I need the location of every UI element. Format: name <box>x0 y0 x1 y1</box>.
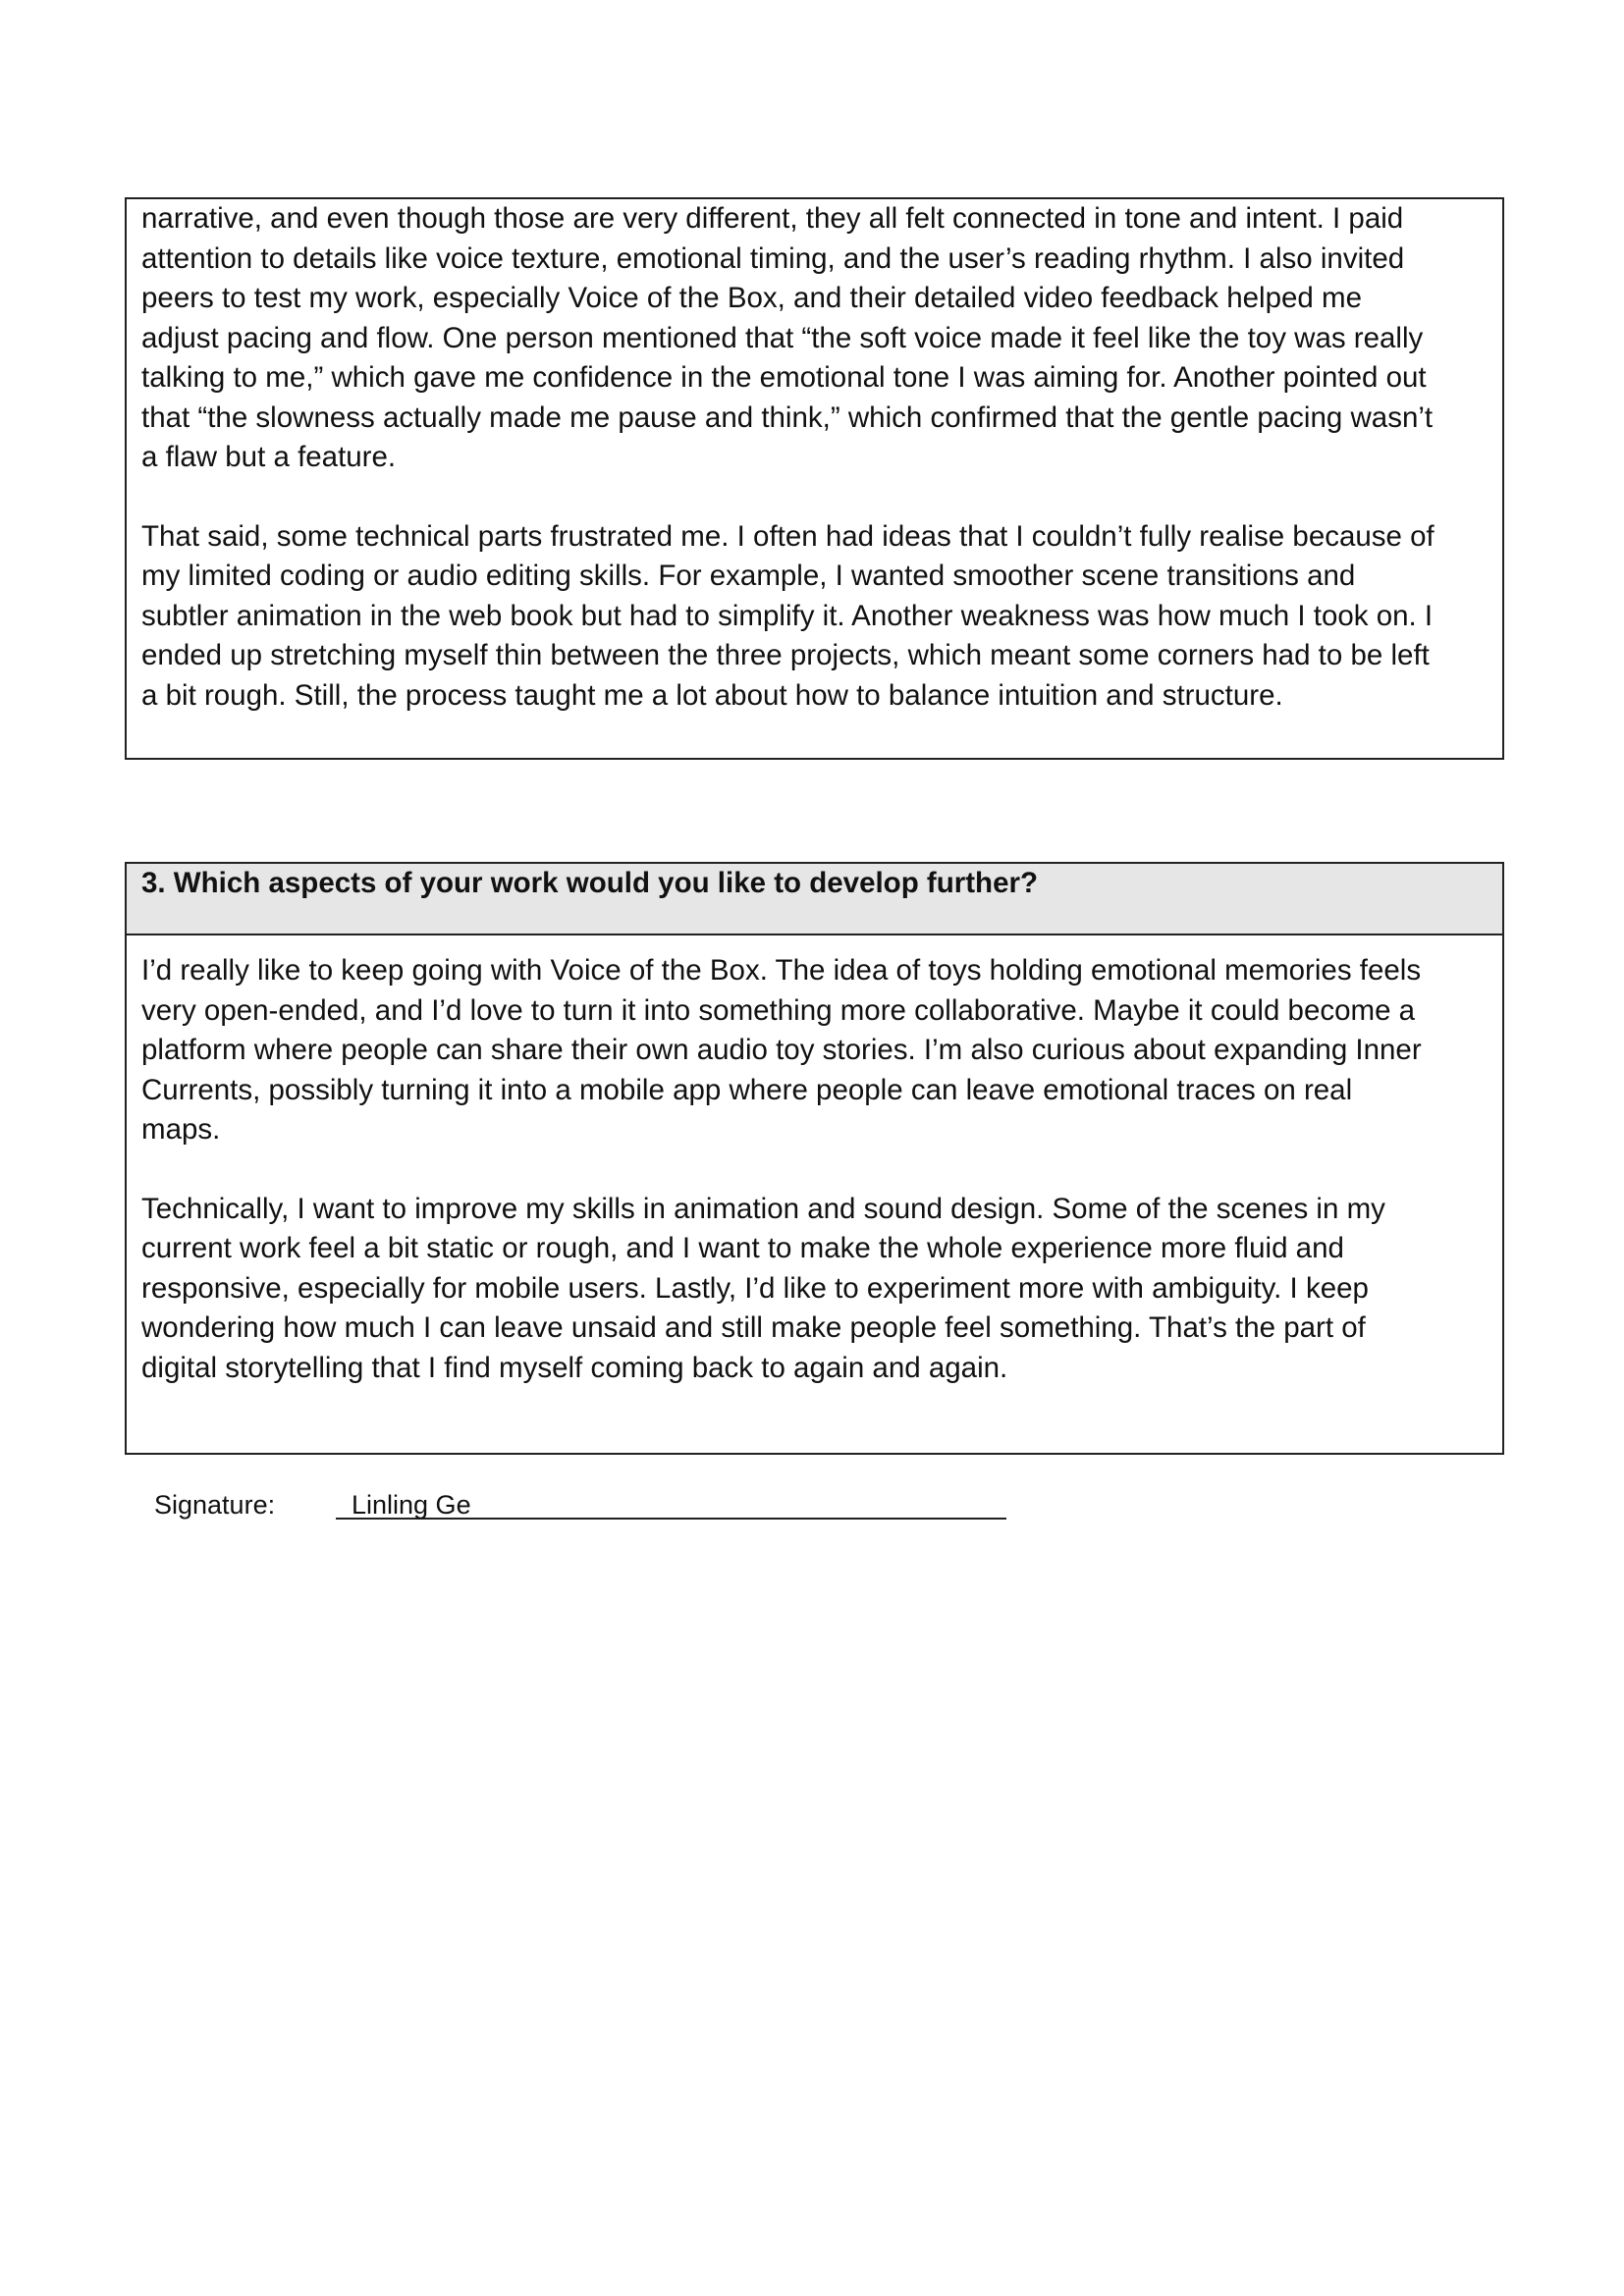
signature-row <box>154 1485 1008 1524</box>
continued-answer-box <box>125 197 1504 760</box>
answer-paragraph: narrative, and even though those are very different, they all felt connected in tone and intent. I paid attention to details like voice texture, emotional timing, and the user’s reading rhythm. I also invited peers to test my work, especially Voice of the Box, and their detailed video feedback helped me adjust pacing and flow. One person mentioned that “the soft voice made it feel like the toy was really talking to me,” which gave me confidence in the emotional tone I was aiming for. Another pointed out that “the slowness actually made me pause and think,” which confirmed that the gentle pacing wasn’t a flaw but a feature. <box>141 202 1434 473</box>
question-3-box <box>125 862 1504 1455</box>
answer-paragraph: I’d really like to keep going with Voice of the Box. The idea of toys holding emotional memories feels very open-ended, and I’d love to turn it into something more collaborative. Maybe it could become a platform where people can share their own audio toy stories. I’m also curious about expanding Inner Currents, possibly turning it into a mobile app where people can leave emotional traces on real maps. <box>141 954 1422 1146</box>
question-3-title: 3. Which aspects of your work would you like to develop further? <box>141 867 1038 899</box>
answer-paragraph: That said, some technical parts frustrated me. I often had ideas that I couldn’t fully realise because of my limited coding or audio editing skills. For example, I wanted smoother scene transitions and subtler animation in the web book but had to simplify it. Another weakness was how much I took on. I ended up stretching myself thin between the three projects, which meant some corners had to be left a bit rough. Still, the process taught me a lot about how to balance intuition and structure. <box>141 519 1435 712</box>
paragraph-gap <box>141 1150 1485 1190</box>
question-3-header <box>127 864 1502 935</box>
answer-paragraph: Technically, I want to improve my skills in animation and sound design. Some of the scenes in my current work feel a bit static or rough, and I want to make the whole experience more fluid and responsive, especially for mobile users. Lastly, I’d like to experiment more with ambiguity. I keep wondering how much I can leave unsaid and still make people feel something. That’s the part of digital storytelling that I find myself coming back to again and again. <box>141 1192 1385 1384</box>
question-3-answer <box>127 935 1502 1388</box>
signature-label: Signature: <box>154 1490 276 1520</box>
paragraph-gap <box>141 478 1485 517</box>
signature-name: Linling Ge <box>352 1490 471 1520</box>
signature-line <box>336 1485 1006 1520</box>
